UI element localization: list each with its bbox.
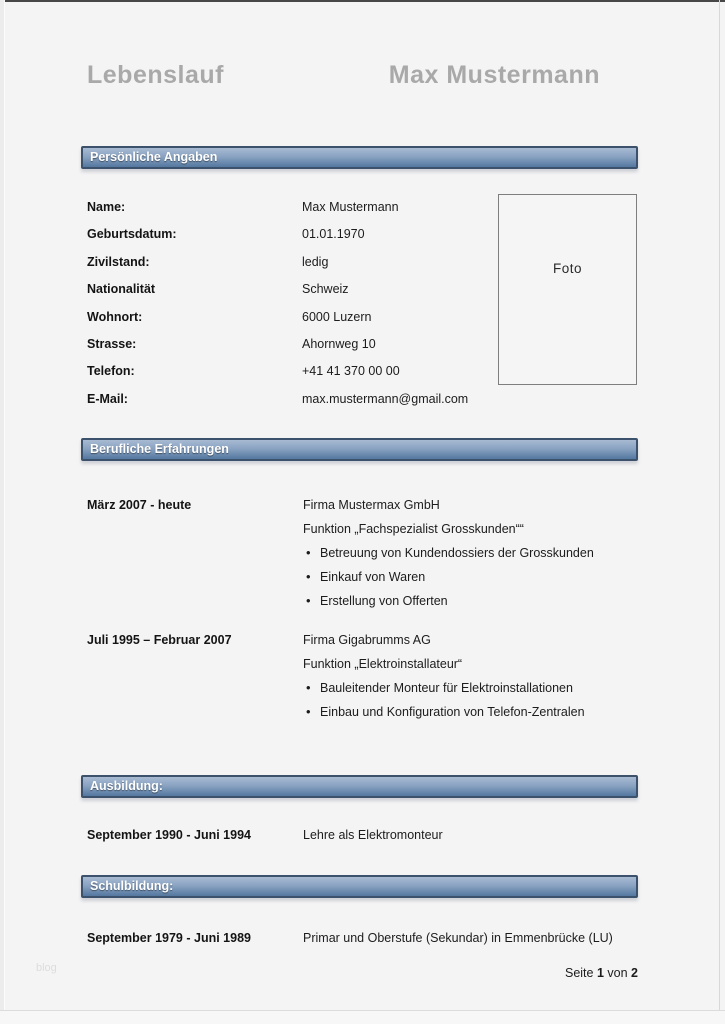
experience-1-period: März 2007 - heute [87,498,192,512]
experience-2-company: Firma Gigabrumms AG [303,633,431,647]
photo-placeholder-label: Foto [552,261,582,276]
experience-2-details [303,628,643,724]
experience-2-bullet [303,676,643,700]
personal-row-email [87,392,507,407]
school-period: September 1979 - Juni 1989 [87,931,251,945]
field-label: Telefon: [87,364,135,378]
field-label: Geburtsdatum: [87,227,177,241]
experience-1-role: Funktion „Fachspezialist Grosskunden““ [303,522,524,536]
doc-title: Lebenslauf [87,61,224,89]
school-text: Primar und Oberstufe (Sekundar) in Emmenbrücke (LU) [303,931,613,945]
personal-row-phone [87,364,507,379]
education-period: September 1990 - Juni 1994 [87,828,251,842]
footer-seite-word: Seite [564,966,594,980]
experience-2-period: Juli 1995 – Februar 2007 [87,633,232,647]
bullet-text: Bauleitender Monteur für Elektroinstallationen [320,681,573,695]
personal-row-birthdate [87,227,507,242]
field-value: ledig [302,255,329,269]
experience-1-company: Firma Mustermax GmbH [303,498,440,512]
page-right-edge-line [719,0,720,1024]
bullet-icon [306,565,311,589]
page-left-edge-line [4,0,5,1024]
section-title: Ausbildung: [90,779,163,793]
field-label: E-Mail: [87,392,128,406]
field-value: max.mustermann@gmail.com [302,392,469,406]
personal-row-nationality [87,282,507,297]
page-number-footer [565,966,638,981]
experience-2-role: Funktion „Elektroinstallateur“ [303,657,463,671]
photo-placeholder-box [498,194,637,385]
bullet-text: Betreuung von Kundendossiers der Grosskunden [320,546,594,560]
page-top-edge [0,0,725,2]
bullet-icon [306,700,311,724]
field-value: Max Mustermann [302,200,399,214]
field-label: Nationalität [87,282,156,296]
footer-page-number: 1 [596,966,604,980]
field-label: Zivilstand: [87,255,150,269]
bullet-icon [306,589,311,613]
education-text: Lehre als Elektromonteur [303,828,443,842]
field-value: Ahornweg 10 [302,337,376,351]
bullet-text: Einbau und Konfiguration von Telefon-Zentralen [320,705,585,719]
experience-1-bullet [303,541,643,565]
section-title: Berufliche Erfahrungen [90,442,229,456]
section-title: Persönliche Angaben [90,150,218,164]
section-header-education [81,775,638,798]
bullet-text: Einkauf von Waren [320,570,426,584]
section-header-personal [81,146,638,169]
page-bottom-edge [0,1011,725,1024]
experience-1-details [303,493,643,613]
experience-1-bullet [303,565,643,589]
section-header-school [81,875,638,898]
field-value: 6000 Luzern [302,310,372,324]
field-label: Strasse: [87,337,137,351]
bullet-icon [306,676,311,700]
field-value: +41 41 370 00 00 [302,364,400,378]
personal-row-city [87,310,507,325]
section-title: Schulbildung: [90,879,174,893]
experience-2-bullet [303,700,643,724]
bullet-text: Erstellung von Offerten [320,594,448,608]
field-value: 01.01.1970 [302,227,365,241]
person-name-title: Max Mustermann [388,61,600,89]
personal-row-name [87,200,507,215]
personal-row-marital-status [87,255,507,270]
bullet-icon [306,541,311,565]
watermark-text: blog [36,962,57,974]
footer-total-pages: 2 [631,966,638,980]
experience-1-bullet [303,589,643,613]
field-label: Name: [87,200,126,214]
field-label: Wohnort: [87,310,143,324]
footer-von-word: von [607,966,628,980]
section-header-experience [81,438,638,461]
personal-row-street [87,337,507,352]
field-value: Schweiz [302,282,349,296]
